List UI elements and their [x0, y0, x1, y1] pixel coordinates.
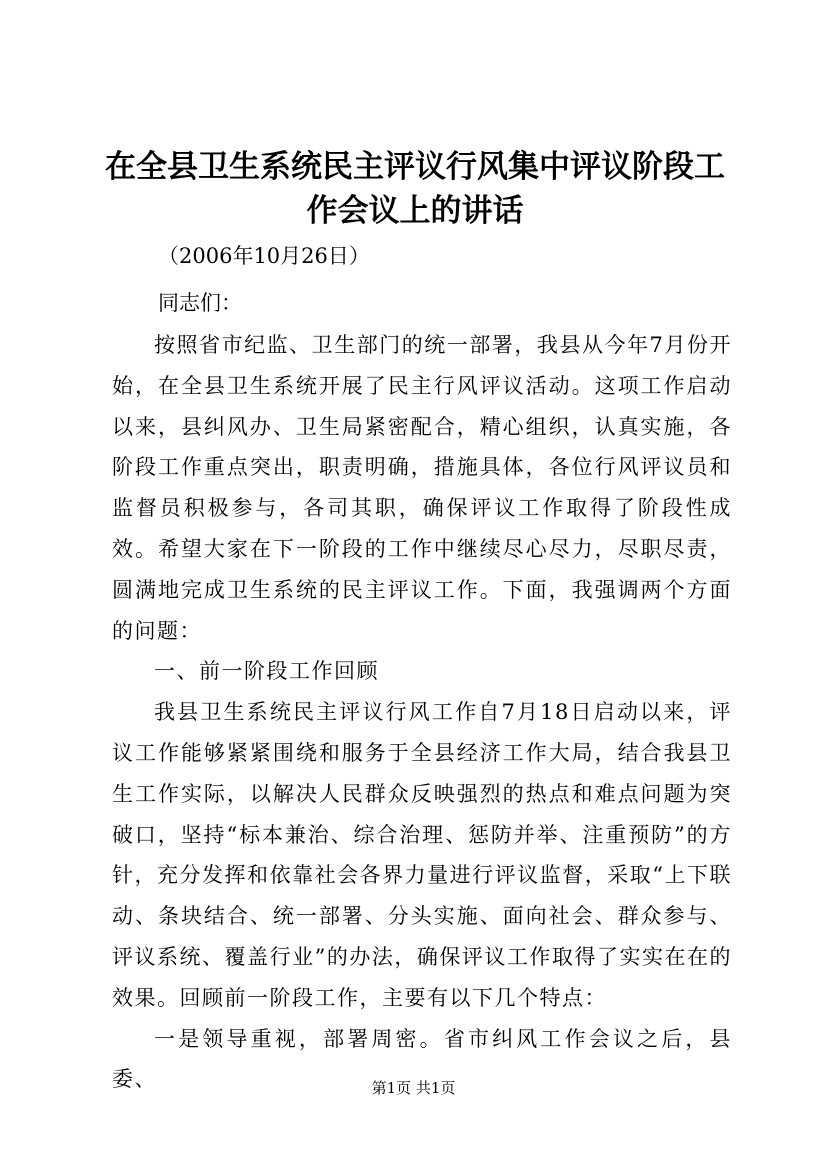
salutation: 同志们： — [158, 291, 242, 315]
document-title: 在全县卫生系统民主评议行风集中评议阶段工作会议上的讲话 — [105, 149, 725, 229]
paragraph-review: 我县卫生系统民主评议行风工作自7月18日启动以来，评议工作能够紧紧围绕和服务于全县经济工作大局，结合我县卫生工作实际，以解决人民群众反映强烈的热点和难点问题为突破口，坚持“标本兼治、综合治理、惩防并举、注重预防”的方针，充分发挥和依靠社会各界力量进行评议监督，采取“上下联动、条块结合、统一部署、分头实施、面向社会、群众参与、评议系统、覆盖行业”的办法，确保评议工作取得了实实在在的效果。回顾前一阶段工作，主要有以下几个特点： — [112, 700, 732, 1010]
section-heading-review: 一、前一阶段工作回顾 — [154, 659, 379, 684]
speech-date: （2006年10月26日） — [158, 244, 370, 268]
paragraph-point-one: 一是领导重视，部署周密。省市纠风工作会议之后，县委、 — [112, 1026, 732, 1092]
paragraph-intro: 按照省市纪监、卫生部门的统一部署，我县从今年7月份开始，在全县卫生系统开展了民主行风评议活动。这项工作启动以来，县纠风办、卫生局紧密配合，精心组织，认真实施，各阶段工作重点突出，职责明确，措施具体，各位行风评议员和监督员积极参与，各司其职，确保评议工作取得了阶段性成效。希望大家在下一阶段的工作中继续尽心尽力，尽职尽责，圆满地完成卫生系统的民主评议工作。下面，我强调两个方面的问题： — [112, 333, 732, 643]
page-footer: 第1页 共1页 — [371, 1079, 456, 1097]
document-body — [112, 325, 732, 1100]
